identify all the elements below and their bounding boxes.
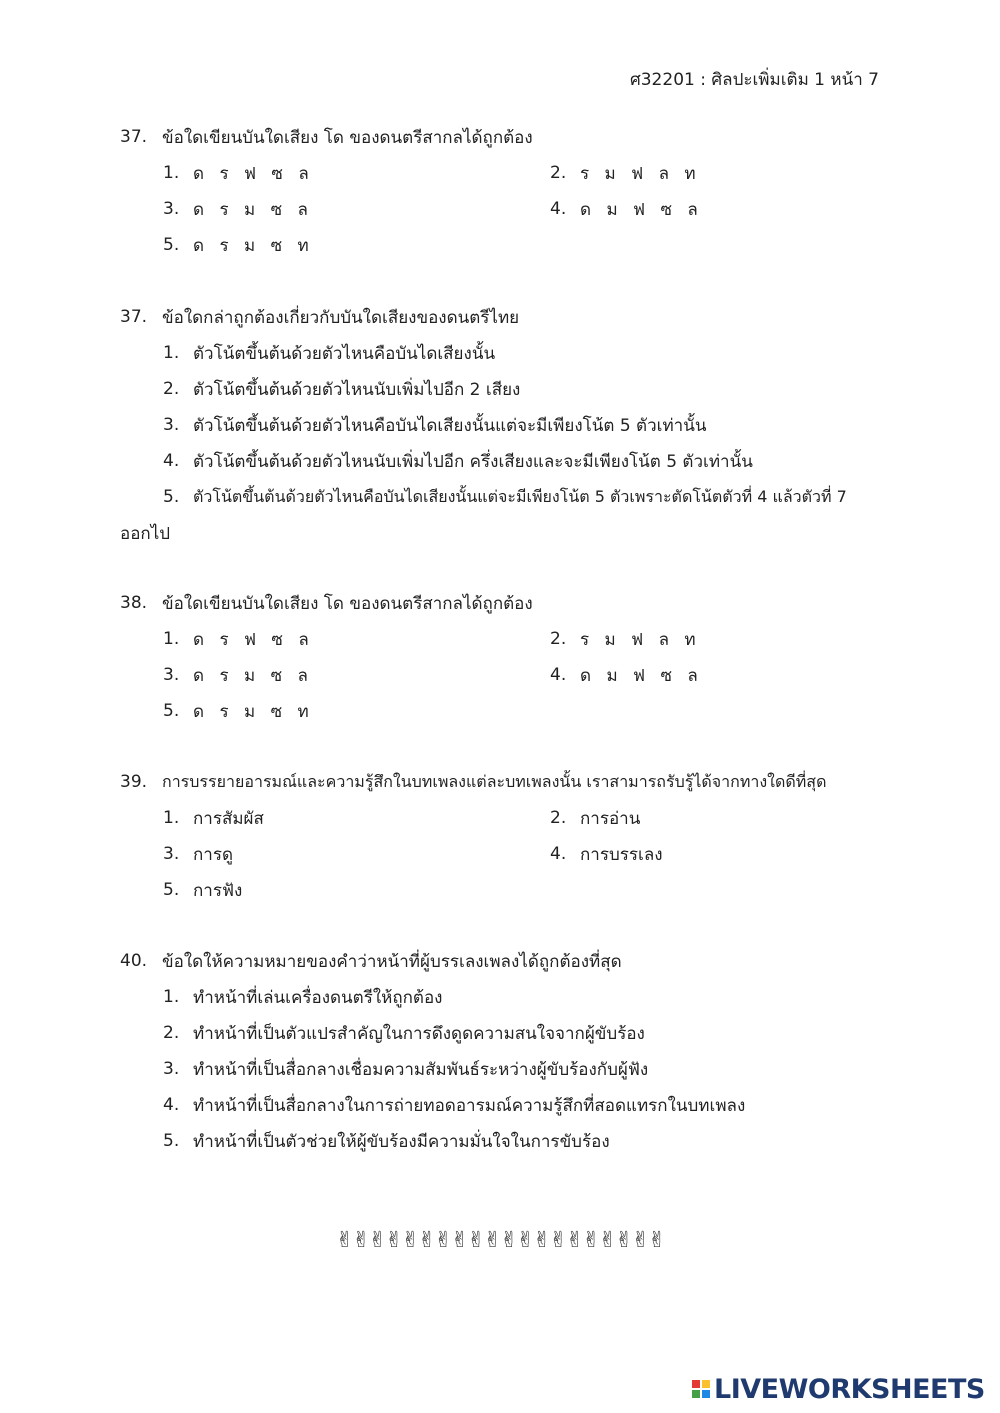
question-38 (120, 585, 880, 729)
decorative-hands-row: ✌✌✌✌✌✌✌✌✌✌✌✌✌✌✌✌✌✌✌✌ (335, 1228, 665, 1253)
option-5[interactable]: 5. ทำหน้าที่เป็นตัวช่วยให้ผู้ขับร้องมีความมั่นใจในการขับร้อง (163, 1131, 610, 1152)
question-number: 38. (120, 593, 148, 613)
logo-square-yellow (702, 1380, 710, 1388)
logo-square-red (692, 1380, 700, 1388)
option-2[interactable]: 2. ร ม ฟ ล ท (550, 163, 701, 184)
option-2[interactable]: 2. การอ่าน (550, 808, 641, 829)
logo-squares-icon (692, 1380, 710, 1398)
logo-square-blue (702, 1390, 710, 1398)
option-1[interactable]: 1. ตัวโน้ตขึ้นต้นด้วยตัวไหนคือบันไดเสียงนั้น (163, 343, 496, 364)
question-text: ข้อใดกล่าถูกต้องเกี่ยวกับบันใดเสียงของดนตรีไทย (162, 307, 520, 328)
question-text: ข้อใดเขียนบันใดเสียง โด ของดนตรีสากลได้ถูกต้อง (162, 127, 533, 148)
option-1[interactable]: 1. ทำหน้าที่เล่นเครื่องดนตรีให้ถูกต้อง (163, 987, 443, 1008)
logo-square-green (692, 1390, 700, 1398)
question-40 (120, 943, 880, 1159)
option-1[interactable]: 1. ด ร ฟ ซ ล (163, 629, 314, 650)
question-number: 39. (120, 772, 148, 792)
option-2[interactable]: 2. ตัวโน้ตขึ้นต้นด้วยตัวไหนนับเพิ่มไปอีก 2 เสียง (163, 379, 521, 400)
option-5[interactable]: 5. ด ร ม ซ ท (163, 235, 314, 256)
question-37b (120, 299, 880, 551)
option-3[interactable]: 3. ทำหน้าที่เป็นสื่อกลางเชื่อมความสัมพันธ์ระหว่างผู้ขับร้องกับผู้ฟัง (163, 1059, 649, 1080)
option-1[interactable]: 1. การสัมผัส (163, 808, 264, 829)
option-2[interactable]: 2. ร ม ฟ ล ท (550, 629, 701, 650)
option-5[interactable]: 5. การฟัง (163, 880, 243, 901)
question-number: 40. (120, 951, 148, 971)
question-37a (120, 119, 880, 263)
question-number: 37. (120, 307, 148, 327)
option-3[interactable]: 3. ตัวโน้ตขึ้นต้นด้วยตัวไหนคือบันไดเสียงนั้นแต่จะมีเพียงโน้ต 5 ตัวเท่านั้น (163, 415, 707, 436)
question-text: ข้อใดเขียนบันใดเสียง โด ของดนตรีสากลได้ถูกต้อง (162, 593, 533, 614)
option-5[interactable]: 5. ด ร ม ซ ท (163, 701, 314, 722)
option-2[interactable]: 2. ทำหน้าที่เป็นตัวแปรสำคัญในการดึงดูดความสนใจจากผู้ขับร้อง (163, 1023, 645, 1044)
option-1[interactable]: 1. ด ร ฟ ซ ล (163, 163, 314, 184)
liveworksheets-logo[interactable] (692, 1374, 985, 1404)
option-4[interactable]: 4. ด ม ฟ ซ ล (550, 665, 703, 686)
option-3[interactable]: 3. ด ร ม ซ ล (163, 665, 313, 686)
question-number: 37. (120, 127, 148, 147)
question-39 (120, 764, 880, 908)
page-header: ศ32201 : ศิลปะเพิ่มเติม 1 หน้า 7 (629, 70, 879, 90)
option-4[interactable]: 4. การบรรเลง (550, 844, 663, 865)
option-4[interactable]: 4. ทำหน้าที่เป็นสื่อกลางในการถ่ายทอดอารมณ์ความรู้สึกที่สอดแทรกในบทเพลง (163, 1095, 746, 1116)
question-text: การบรรยายอารมณ์และความรู้สึกในบทเพลงแต่ละบทเพลงนั้น เราสามารถรับรู้ได้จากทางใดดีที่สุด (162, 771, 827, 791)
option-4[interactable]: 4. ตัวโน้ตขึ้นต้นด้วยตัวไหนนับเพิ่มไปอีก ครึ่งเสียงและจะมีเพียงโน้ต 5 ตัวเท่านั้น (163, 451, 753, 472)
option-3[interactable]: 3. ด ร ม ซ ล (163, 199, 313, 220)
option-4[interactable]: 4. ด ม ฟ ซ ล (550, 199, 703, 220)
option-3[interactable]: 3. การดู (163, 844, 234, 865)
logo-text: LIVEWORKSHEETS (714, 1373, 985, 1405)
question-text: ข้อใดให้ความหมายของคำว่าหน้าที่ผู้บรรเลงเพลงได้ถูกต้องที่สุด (162, 951, 622, 972)
option-5-continuation: ออกไป (120, 523, 171, 544)
option-5[interactable]: 5. ตัวโน้ตขึ้นต้นด้วยตัวไหนคือบันไดเสียงนั้นแต่จะมีเพียงโน้ต 5 ตัวเพราะตัดโน้ตตัวที่ 4 แล้วตัวที่ 7 (163, 486, 847, 507)
